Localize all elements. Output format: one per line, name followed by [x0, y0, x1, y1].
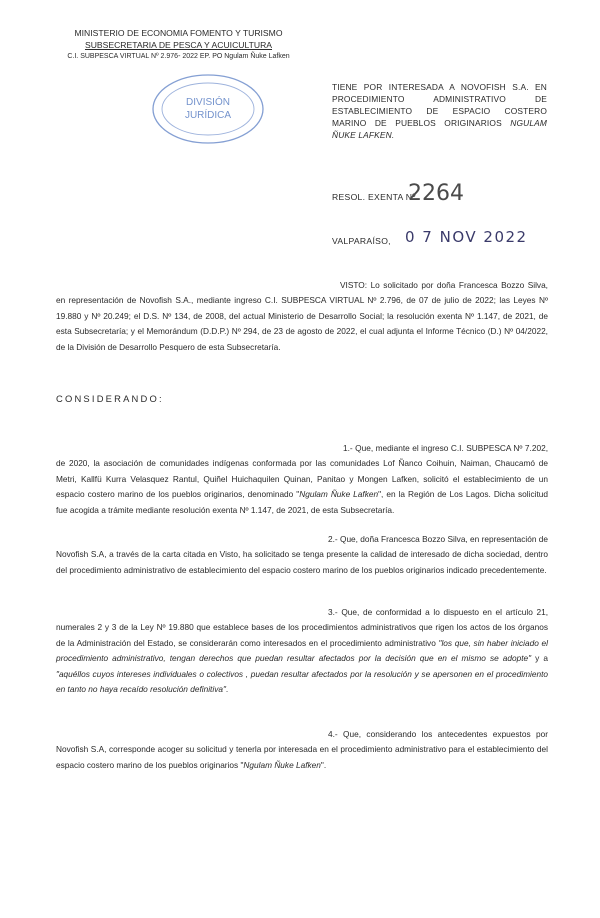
considerando-1: [56, 441, 548, 518]
letterhead: [56, 28, 301, 63]
summary-text: TIENE POR INTERESADA A NOVOFISH S.A. EN PROCEDIMIENTO ADMINISTRATIVO DE ESTABLECIMIENTO DE ESPACIO COSTERO MARINO DE PUEBLOS ORIGINARIOS: [332, 82, 547, 128]
date-stamp: 0 7 NOV 2022: [405, 228, 528, 246]
visto-paragraph: VISTO: Lo solicitado por doña Francesca Bozzo Silva, en representación de Novofish S.A., mediante ingreso C.I. SUBPESCA VIRTUAL Nº 2.796, de 07 de julio de 2022; las Leyes Nº 19.880 y Nº 20.249; el D.S. Nº 134, de 2008, del actual Ministerio de Desarrollo Social; la resolución exenta Nº 1.147, de 2021, de esta Subsecretaría; y el Memorándum (D.D.P.) Nº 294, de 23 de agosto de 2022, el cual adjunta el Informe Técnico (D.) Nº 04/2022, de la División de Desarrollo Pesquero de esta Subsecretaría.: [56, 280, 548, 352]
stamp-seal-icon: [150, 72, 266, 146]
considerando-2: 2.- Que, doña Francesca Bozzo Silva, en representación de Novofish S.A, a través de la carta citada en Visto, ha solicitado se tenga presente la calidad de interesado de dicha sociedad, dentro del procedimiento administrativo de establecimiento del espacio costero marino de los pueblos originarios indicado precedentemente.: [56, 534, 548, 575]
considerando-1-text: 1.- Que, mediante el ingreso C.I. SUBPESCA Nº 7.202, de 2020, la asociación de comunidades indígenas conformada por las comunidades Lof Ñanco Coihuin, Naiman, Chaucamó de Metri, Kallfü Kurra Velasquez Rantul, Quiñel Huichaquilen Quinan, Panitao y Mongen Lafken, solicitó el establecimiento de un espacio costero marino de los pueblos originarios, denominado ": [56, 443, 548, 500]
considerando-3-connector: y a: [531, 653, 549, 664]
resolution-label: RESOL. EXENTA Nº: [332, 192, 416, 202]
subsecretaria-name: SUBSECRETARIA DE PESCA Y ACUICULTURA: [84, 39, 273, 50]
resolution-number: 2264: [408, 181, 464, 206]
stamp-line-1: DIVISIÓN: [186, 97, 230, 108]
considerando-4-text: 4.- Que, considerando los antecedentes expuestos por Novofish S.A, corresponde acoger su solicitud y tenerla por interesada en el procedimiento administrativo para el establecimiento del espacio costero marino de los pueblos originarios ": [56, 729, 548, 770]
ecmpo-name: Ngulam Ñuke Lafken: [243, 759, 321, 770]
considerando-heading: CONSIDERANDO:: [56, 393, 164, 404]
city-label: VALPARAÍSO,: [332, 236, 391, 246]
ministry-name: MINISTERIO DE ECONOMIA FOMENTO Y TURISMO: [74, 28, 283, 38]
considerando-3-end: .: [225, 684, 229, 695]
reference-line: C.I. SUBPESCA VIRTUAL Nº 2.976- 2022 EP. PO Ngulam Ñuke Lafken: [67, 53, 290, 60]
law-quote-2: "aquéllos cuyos intereses individuales o colectivos , puedan resultar afectados por la resolución y se apersonen en el procedimiento en tanto no haya recaído resolución definitiva": [56, 668, 548, 695]
resolution-summary: [332, 81, 547, 141]
considerando-3-text: 3.- Que, de conformidad a lo dispuesto en el artículo 21, numerales 2 y 3 de la Ley Nº 19.880 que establece bases de los procedimientos administrativos que rigen los actos de los órganos de la Administración del Estado, se considerarán como interesados en el procedimiento administrativo: [56, 607, 548, 648]
stamp-line-2: JURÍDICA: [184, 110, 232, 121]
considerando-3: [56, 605, 548, 697]
law-quote-1: "los que, sin haber iniciado el procedimiento administrativo, tengan derechos que puedan resultar afectados por la decisión que en el mismo se adopte": [56, 637, 548, 664]
considerando-4: [56, 727, 548, 773]
considerando-4-end: ".: [320, 759, 327, 770]
considerando-1-text-end: ", en la Región de Los Lagos. Dicha solicitud fue acogida a trámite mediante resolución exenta Nº 1.147, de 2021, de esta Subsecretaría.: [56, 489, 549, 515]
ecmpo-name: Ngulam Ñuke Lafken: [299, 489, 379, 500]
summary-ecmpo-name: NGULAM ÑUKE LAFKEN.: [332, 118, 548, 140]
division-juridica-stamp: [150, 72, 266, 146]
